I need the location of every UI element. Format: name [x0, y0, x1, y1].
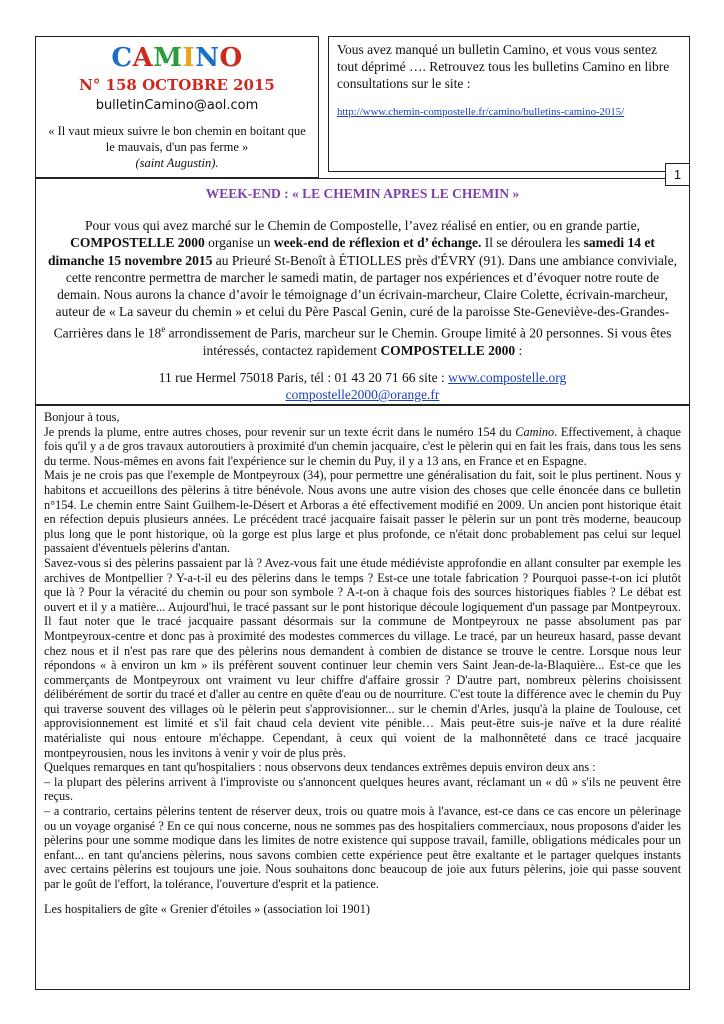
- letter-text: Je prends la plume, entre autres choses, pour revenir sur un texte écrit dans le numéro 154 du: [44, 424, 516, 439]
- archive-notice-box: [328, 36, 690, 172]
- letter-signature: Les hospitaliers de gîte « Grenier d'étoiles » (association loi 1901): [44, 901, 370, 916]
- event-address: 11 rue Hermel 75018 Paris, tél : 01 43 20 71 66 site :: [158, 369, 449, 385]
- camino-logo: [36, 43, 318, 73]
- logo-letter: O: [219, 43, 243, 73]
- event-text-bold: COMPOSTELLE 2000: [70, 235, 205, 251]
- archive-notice-text: Vous avez manqué un bulletin Camino, et vous vous sentez tout déprimé …. Retrouvez tous les bulletins Camino en libre consultations sur le site :: [337, 42, 670, 91]
- event-text: au Prieuré St-Benoît à ÉTIOLLES près d'ÉVRY (91). Dans une ambiance conviviale, cette rencontre permettra de marcher le samedi matin, de partager nos expériences et d’évoquer notre route de demain. Nous aurons la chance d’avoir le témoignage d’un écrivain-marcheur, Claire Colette, écrivain-marcheur, auteur de « La saveur du chemin » et celui du Père Pascal Genin, curé de la paroisse Ste-Geneviève-des-Grandes-Carrières dans le 18: [53, 252, 677, 341]
- letter-text: – la plupart des pèlerins arrivent à l'improviste ou s'annoncent quelques heures avant, réclamant un « dû » s'ils ne peuvent être reçus.: [44, 774, 681, 804]
- letter-body: [44, 410, 681, 892]
- logo-letter: C: [111, 43, 133, 73]
- logo-letter: N: [195, 43, 220, 73]
- letter-paragraph: [44, 410, 681, 425]
- event-text: :: [515, 342, 523, 358]
- logo-letter: A: [132, 43, 154, 73]
- letter-paragraph: [44, 775, 681, 804]
- event-text-bold: COMPOSTELLE 2000: [380, 342, 516, 358]
- letter-text: Camino: [515, 424, 555, 439]
- masthead-box: [35, 36, 319, 178]
- letter-paragraph: [44, 425, 681, 469]
- event-text: Il se déroulera les: [481, 235, 584, 251]
- page-number: 1: [665, 163, 690, 186]
- letter-paragraph: [44, 804, 681, 892]
- event-description: [46, 217, 679, 359]
- letter-text: Quelques remarques en tant qu'hospitaliers : nous observons deux tendances extrêmes depuis environ deux ans :: [44, 760, 596, 775]
- letter-text: Bonjour à tous,: [44, 410, 120, 424]
- quote-author: (saint Augustin).: [135, 156, 219, 170]
- letter-paragraph: [44, 760, 681, 775]
- letter-text: . Effectivement, à chaque fois qu'il y a de gros travaux autoroutiers à proximité d'un chemin jacquaire, c'est le pèlerin qui en fait les frais, dans tous les sens du terme. Nous-mêmes en avons fait l'expérience sur le chemin du Puy, il y a 13 ans, en France et en Espagne.: [44, 424, 681, 468]
- event-contact: [46, 369, 679, 403]
- event-text: arrondissement de Paris, marcheur sur le Chemin. Groupe limité à 20 personnes. Si vous êtes intéressés, contactez rapidement: [165, 325, 672, 358]
- letter-text: Savez-vous si des pèlerins passaient par là ? Avez-vous fait une étude médiéviste approfondie en allant consulter par exemple les archives de Montpellier ? Y-a-t-il eu des pèlerins dans le temps ? Est-ce une totale fabrication ? Pourquoi passe-t-on ici plutôt que là ? Pour la véracité du chemin ou pour son symbole ? A-t-on à chaque fois des sources historiques fiables ? Le débat est ouvert et il y a matière... Aujourd'hui, le tracé passant sur le pont historique découle logiquement d'un passage par Montpeyroux. Il faut noter que le tracé jacquaire passant désormais sur la commune de Montpeyroux ne passe absolument pas par Montpeyroux-centre et donc pas à proximité des modestes commerces du village. Le tracé, par un heureux hasard, passe devant chez nous et il n'est pas rare que des pèlerins nous demandent à combien de distance se trouve le centre. Lorsque nous leur répondons « à environ un km » ils préfèrent souvent continuer leur chemin vers Saint Jean-de-la-Blaquière... Est-ce que les commerçants de Montpeyroux ont vraiment vu leur chiffre d'affaire grossir ? D'autre part, nombreux pèlerins choisissent délibérément de sortir du tracé et d'aller au centre en quête d'eau ou de nourriture. C'est toute la différence avec le chemin du Puy qui traverse souvent des villages où le pèlerin peut s'approvisionner... sur le chemin d'Arles, jusqu'à la plaine de Toulouse, cet approvisionnement est limité et s'il fait chaud cela devient vite pénible… Mais peut-être suis-je naïve et la dure réalité matérialiste qui nous entoure m'échappe. Cependant, à ceux qui voient de la malhonnêteté dans ce tracé jacquaire montpeyrousien, nous les invitons à venir y voir de plus près.: [44, 555, 681, 760]
- quote: [48, 123, 306, 171]
- event-site-link[interactable]: www.compostelle.org: [448, 369, 567, 385]
- event-email-link[interactable]: compostelle2000@orange.fr: [285, 386, 440, 402]
- event-title: WEEK-END : « LE CHEMIN APRES LE CHEMIN »: [205, 186, 520, 201]
- archive-link[interactable]: http://www.chemin-compostelle.fr/camino/bulletins-camino-2015/: [337, 106, 625, 118]
- letter-paragraph: [44, 556, 681, 760]
- event-text-bold: week-end de réflexion et d’ échange.: [273, 235, 482, 251]
- logo-letter: I: [182, 43, 196, 73]
- event-text-bold: samedi 14 et dimanche 15 novembre 2015: [48, 235, 655, 268]
- event-text: e: [161, 323, 166, 334]
- letter-text: Mais je ne crois pas que l'exemple de Montpeyroux (34), pour permettre une généralisation du fait, soit le plus pertinent. Nous y habitons et accueillons des pèlerins à titre bénévole. Nous avons une autre vision des choses que celle énoncée dans ce bulletin n°154. Le chemin entre Saint Guilhem-le-Désert et Arboras a été effectivement modifié en 2009. Un ancien pont historique était en réfection depuis plusieurs années. Le précédent tracé jacquaire faisait passer le pèlerin sur un pont très moderne, beaucoup plus long que le pont historique, où la gorge est plus large et plus profonde, ce n'était donc probablement pas celui sur lequel passaient d'éventuels pèlerins d'antan.: [44, 468, 681, 556]
- event-section: [35, 178, 690, 405]
- contact-email[interactable]: bulletinCamino@aol.com: [95, 98, 259, 113]
- letter-text: – a contrario, certains pèlerins tentent de réserver deux, trois ou quatre mois à l'avance, est-ce dans ce cas encore un pèlerinage ou un voyage organisé ? En ce qui nous concerne, nous ne sommes pas des hospitaliers commerciaux, nous proposons d'aider les pèlerins pour une somme modique dans les limites de notre existence qui suppose travail, famille, obligations médicales pour un enfant... en tant qu'anciens pèlerins, nous savons combien cette expérience peut être exaltante et le partager quelques instants avec certains pèlerins est toujours une joie. Nous souhaitons donc beaucoup de joie aux futurs pèlerins, joie qui passe souvent par le goût de l'effort, la tolérance, l'ouverture d'esprit et la patience.: [44, 804, 681, 891]
- letter-section: [35, 405, 690, 990]
- letter-paragraph: [44, 468, 681, 556]
- logo-letter: M: [153, 43, 183, 73]
- event-text: Pour vous qui avez marché sur le Chemin de Compostelle, l’avez réalisé en entier, ou en grande partie,: [84, 218, 641, 233]
- event-text: organise un: [204, 235, 274, 251]
- quote-text: « Il vaut mieux suivre le bon chemin en boitant que le mauvais, d'un pas ferme »: [48, 124, 306, 154]
- issue-number: N° 158 OCTOBRE 2015: [79, 76, 275, 94]
